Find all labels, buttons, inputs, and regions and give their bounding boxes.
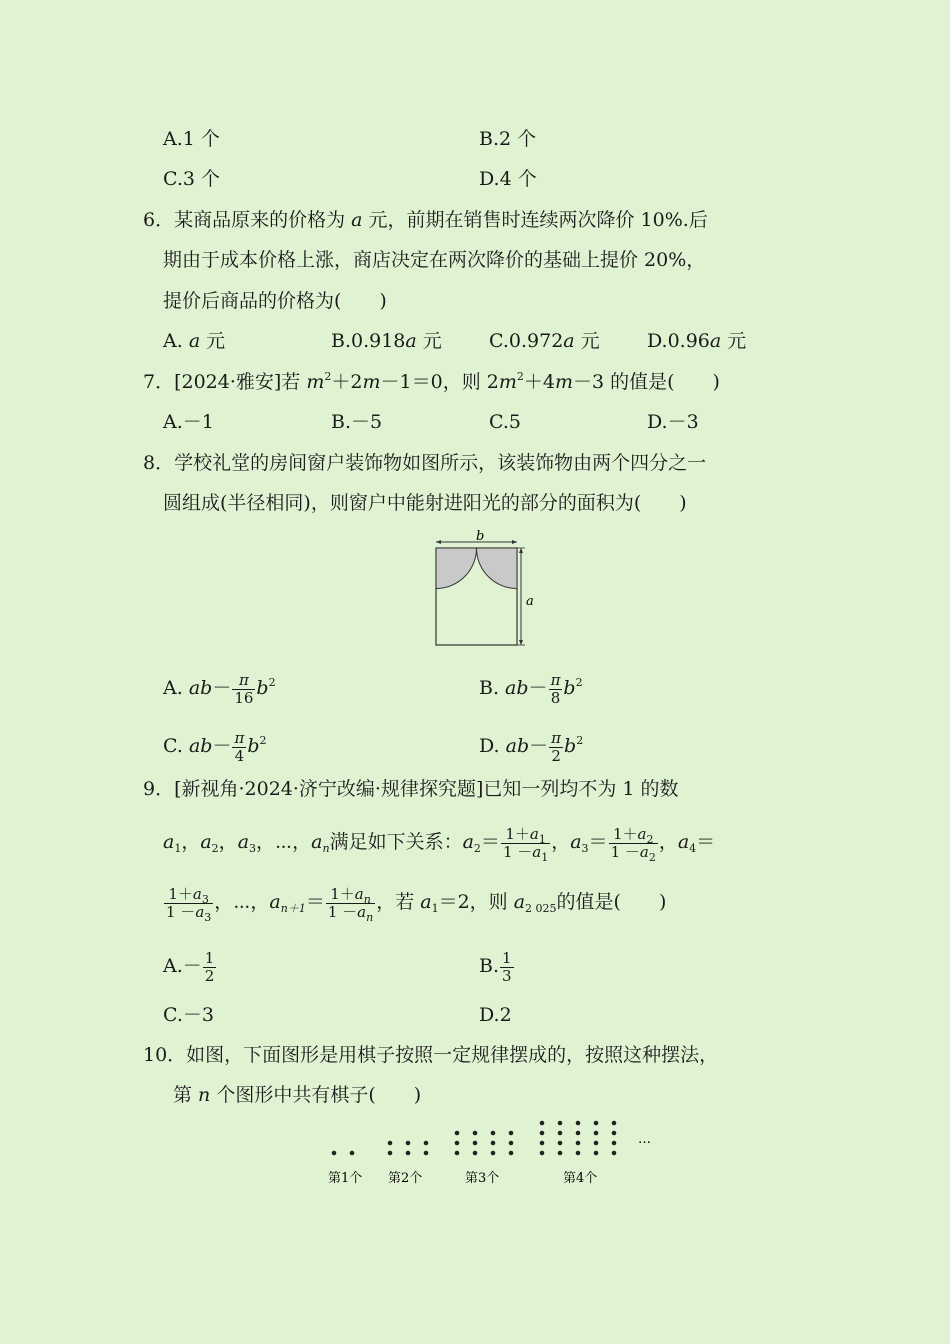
q7-stem: 7．[2024·雅安]若 $m^2+2m-1=0$，则 $2m^2+4m-3$ 的值是( ) [143, 370, 720, 393]
pattern-label-3: 第3个 [465, 1171, 500, 1186]
q9-option-d: D.2 [479, 1004, 512, 1026]
window-figure [425, 528, 545, 653]
q7-option-d: D.－3 [647, 411, 699, 433]
q5-option-c: C.3 个 [163, 168, 221, 190]
q5-option-d: D.4 个 [479, 168, 537, 190]
q9-line1: 9．[新视角·2024·济宁改编·规律探究题]已知一列均不为 1 的数 [143, 778, 679, 800]
pattern-label-1: 第1个 [328, 1171, 363, 1186]
q10-line1: 10．如图，下面图形是用棋子按照一定规律摆成的，按照这种摆法， [143, 1044, 719, 1066]
q6-option-b: B.0.918a 元 [331, 330, 442, 352]
pattern-label-4: 第4个 [563, 1171, 598, 1186]
q7-option-b: B.－5 [331, 411, 383, 433]
q5-option-a: A.1 个 [163, 128, 220, 150]
q6-option-c: C.0.972a 元 [489, 330, 600, 352]
q6-line2: 期由于成本价格上涨，商店决定在两次降价的基础上提价 20%， [163, 249, 706, 271]
q8-line2: 圆组成(半径相同)，则窗户中能射进阳光的部分的面积为( ) [163, 492, 687, 514]
q9-line2: $a_1$，$a_2$，$a_3$，⋯，$a_n$满足如下关系：$a_2=$ $\frac{1+a_1}{1 -a_1}$ ，$a_3=$ $\frac{1+a_2}{1 -a_2}$ ，$a_4=$ [163, 824, 716, 864]
pattern-more: … [638, 1132, 651, 1147]
q9-option-b: B. $\frac{1}{3}$ [479, 948, 512, 985]
q8-option-b: B. ab－ $\frac{\pi}{8}$ $b^2$ [479, 670, 583, 707]
q6-line3: 提价后商品的价格为( ) [163, 290, 387, 312]
pattern-3 [455, 1131, 514, 1156]
pattern-label-2: 第2个 [388, 1171, 423, 1186]
q8-option-d: D. ab－ $\frac{\pi}{2}$ $b^2$ [479, 728, 584, 765]
q8-option-c: C. ab－ $\frac{\pi}{4}$ $b^2$ [163, 728, 267, 765]
q5-option-b: B.2 个 [479, 128, 537, 150]
q10-line2: 第 n 个图形中共有棋子( ) [173, 1084, 422, 1106]
q9-line3: $\frac{1+a_3}{1 -a_3}$ ，⋯，$a_{n+1}=$ $\frac{1+a_n}{1 -a_n}$ ，若 $a_1=2$，则 $a_{2 025}$的值是( ) [166, 884, 667, 924]
pattern-1 [332, 1151, 355, 1156]
q7-option-a: A.－1 [163, 411, 214, 433]
q7-option-c: C.5 [489, 411, 521, 433]
q6-line1: 6．某商品原来的价格为 a 元，前期在销售时连续两次降价 10%.后 [143, 209, 708, 231]
q8-line1: 8．学校礼堂的房间窗户装饰物如图所示，该装饰物由两个四分之一 [143, 452, 707, 474]
q9-option-a: A.－ $\frac{1}{2}$ [163, 948, 215, 985]
q6-option-d: D.0.96a 元 [647, 330, 747, 352]
q8-option-a: A. ab－ $\frac{\pi}{16}$ $b^2$ [163, 670, 276, 707]
chess-pattern-figure [320, 1115, 660, 1195]
fig-label-b: b [476, 529, 485, 544]
pattern-4 [540, 1121, 617, 1156]
fig-label-a: a [526, 594, 534, 609]
q9-option-c: C.－3 [163, 1004, 214, 1026]
pattern-2 [388, 1141, 429, 1156]
q6-option-a: A. a 元 [163, 330, 226, 352]
